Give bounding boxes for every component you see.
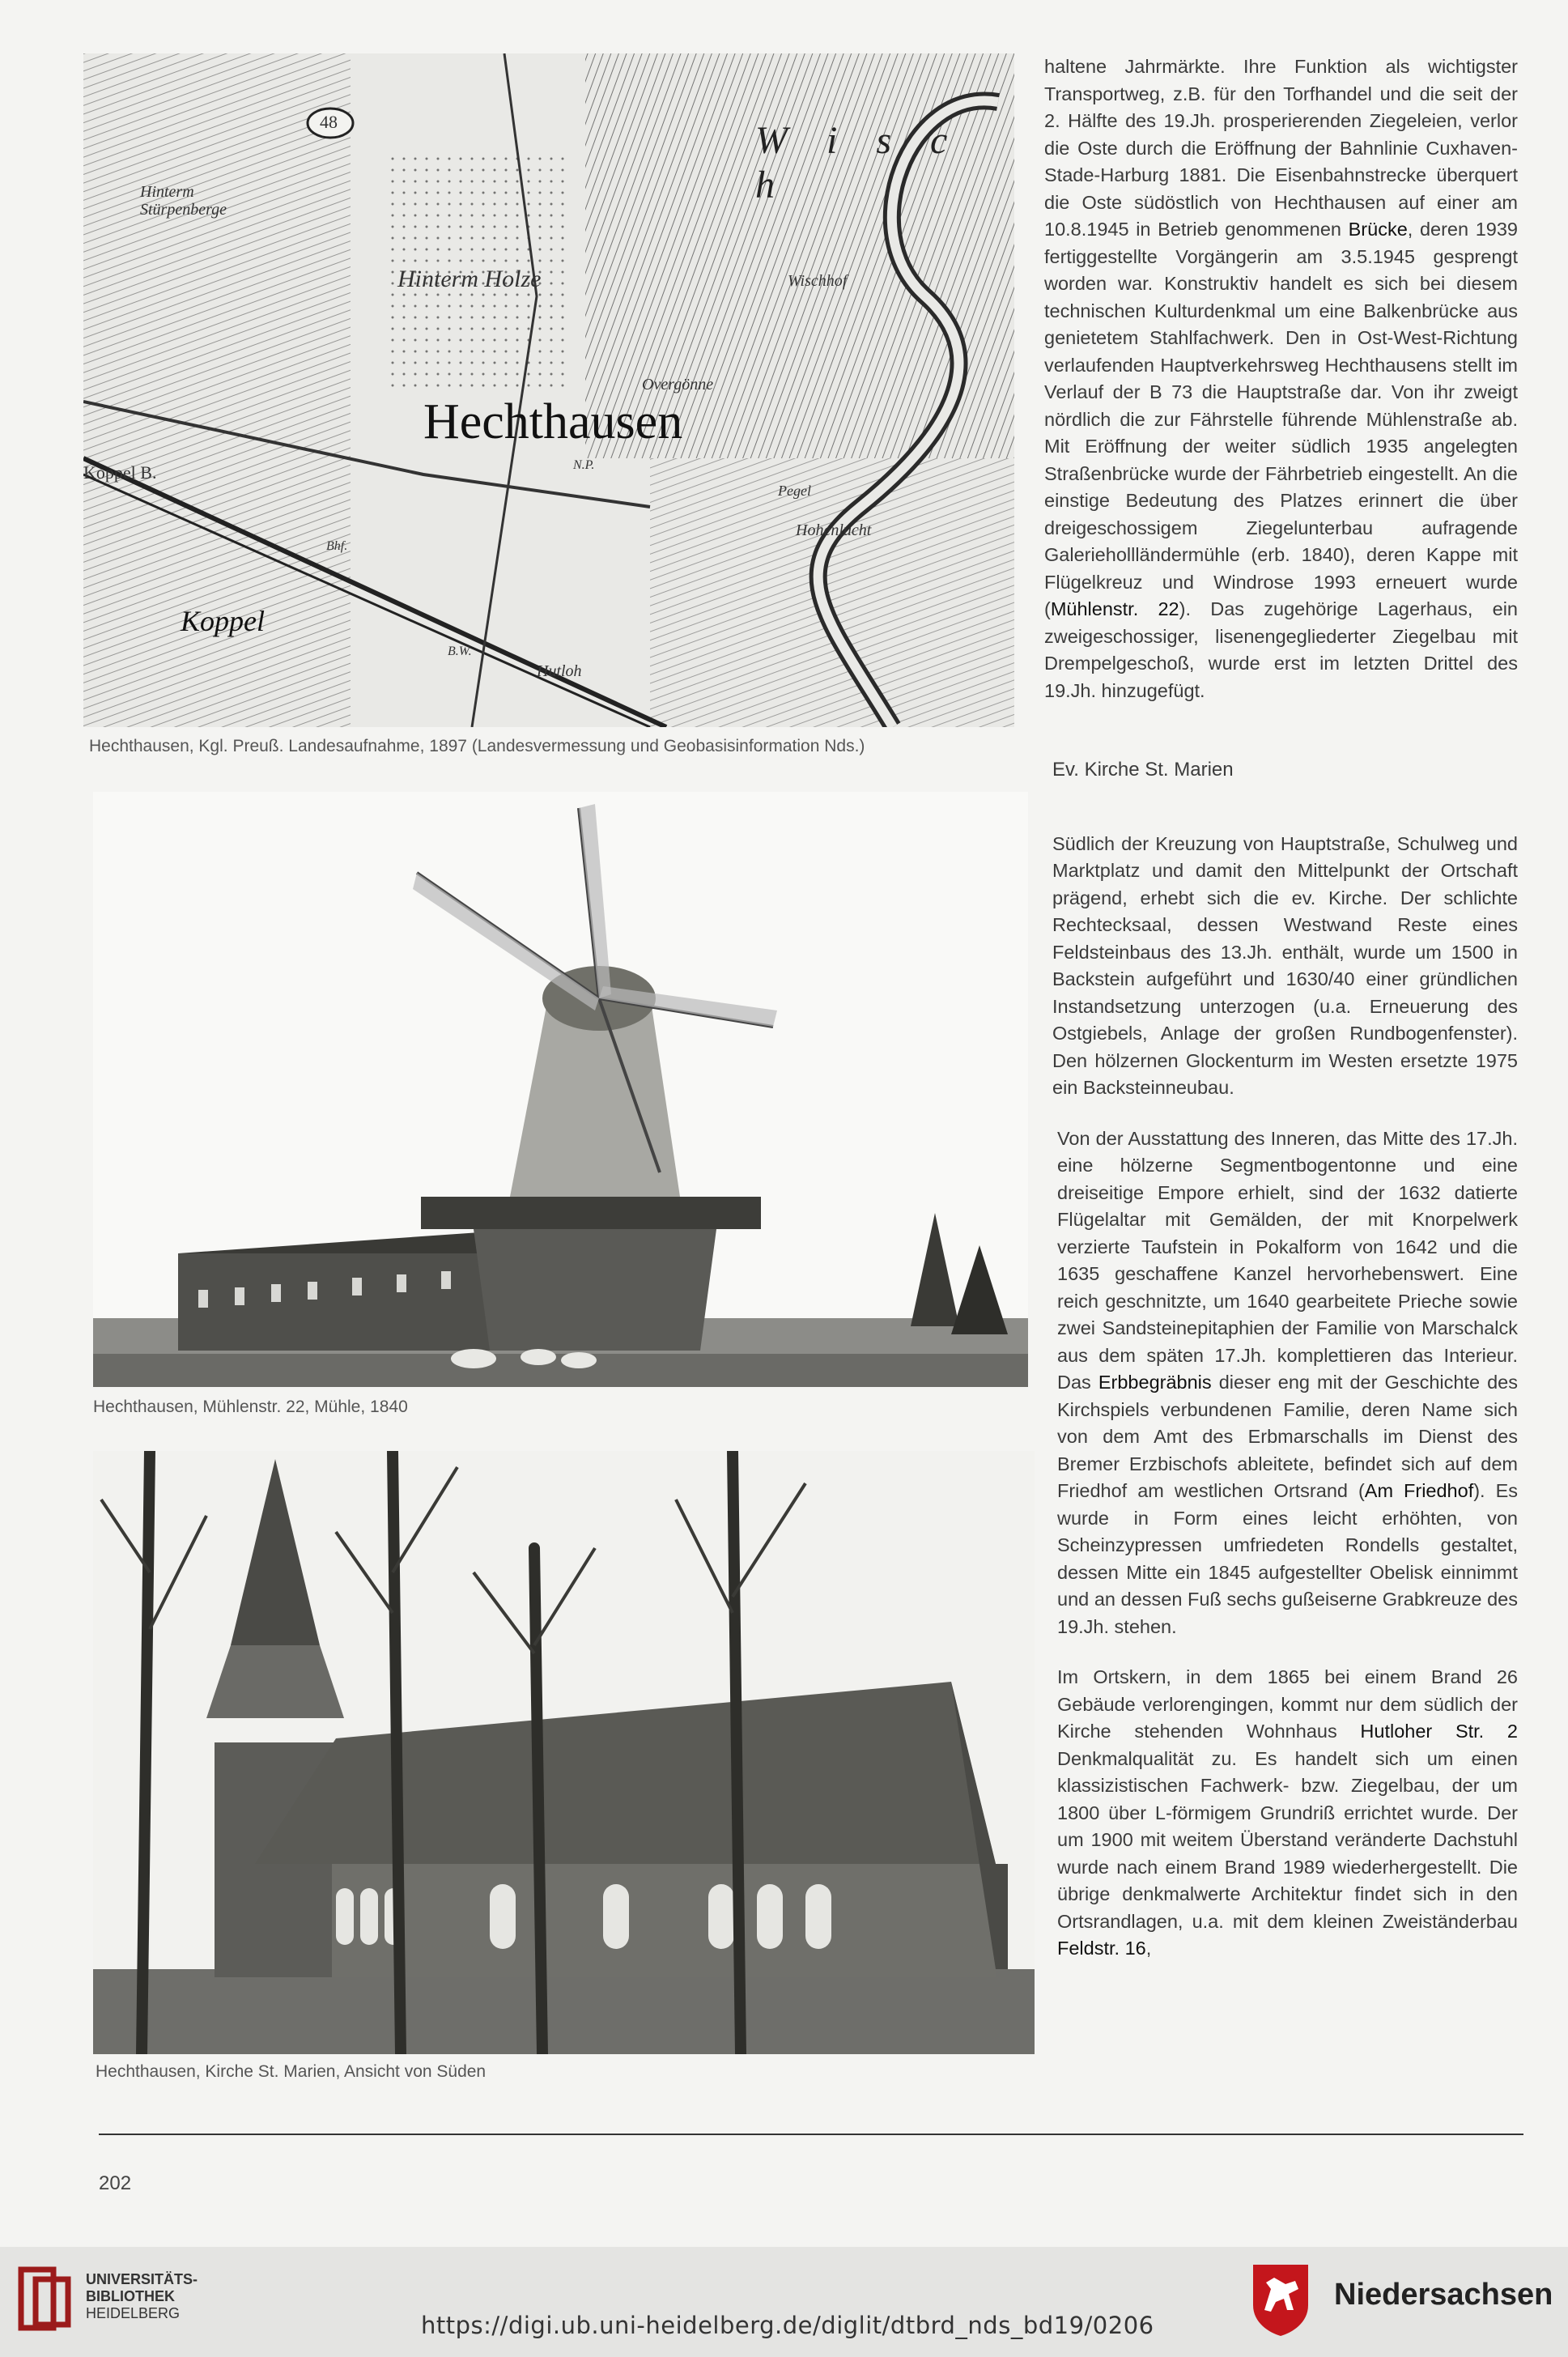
- p1-highlight-bruecke: Brücke: [1348, 219, 1408, 240]
- map-label-hechthausen: Hechthausen: [423, 394, 683, 449]
- map-label-koppel: Koppel: [181, 605, 265, 637]
- map-label-hutloh: Hutloh: [537, 662, 582, 680]
- p4-text-e: ,: [1145, 1938, 1152, 1959]
- mill-figure: [93, 792, 1028, 1387]
- paragraph-3: [1057, 1125, 1518, 1641]
- library-name: [86, 2271, 198, 2322]
- map-label-pegel: Pegel: [778, 483, 811, 499]
- map-label-bhf: Bhf.: [326, 539, 348, 553]
- map-caption: Hechthausen, Kgl. Preuß. Landesaufnahme, 1897 (Landesvermessung und Geobasisinformation Nds.): [89, 737, 865, 755]
- section-heading: Ev. Kirche St. Marien: [1052, 759, 1234, 781]
- digitization-footer: [0, 2247, 1568, 2357]
- niedersachsen-crest-icon: [1250, 2261, 1311, 2338]
- map-label-wischhof: Wischhof: [788, 272, 848, 290]
- paragraph-1: [1044, 53, 1518, 704]
- p3-text-c: dieser eng mit der Geschichte des Kirchspiels verbundenen Familie, deren Name sich von dem Amt des Erbmarschalls im Dienst des Bremer Erzbischofs ableitete, befindet sich auf dem Friedhof am westlichen Ortsrand (: [1057, 1372, 1518, 1501]
- paragraph-2: Südlich der Kreuzung von Hauptstraße, Schulweg und Marktplatz und damit den Mittelpunkt der Ortschaft prägend, erhebt sich die ev. Kirche. Der schlichte Rechtecksaal, dessen Westwand Reste eines Feldsteinbaus des 13.Jh. enthält, wurde um 1500 in Backstein aufgeführt und 1630/40 einer gründlichen Instandsetzung unterzogen (u.a. Erneuerung des Ostgiebels, Anlage der großen Rundbogenfenster). Den hölzernen Glockenturm im Westen ersetzte 1975 ein Backsteinneubau.: [1052, 832, 1518, 1098]
- map-label-koppel-b: Koppel B.: [83, 462, 157, 483]
- footer-rule: [99, 2134, 1523, 2135]
- p4-highlight-feldstr: Feldstr. 16: [1057, 1938, 1146, 1959]
- map-label-hinterm-holze: Hinterm Holze: [397, 266, 542, 292]
- church-caption: Hechthausen, Kirche St. Marien, Ansicht von Süden: [96, 2062, 487, 2081]
- p1-text-c: , deren 1939 fertiggestellte Vorgängerin am 3.5.1945 gesprengt worden war. Konstruktiv handelt es sich bei diesem technischen Kulturdenkmal um eine Balkenbrücke aus genietetem Stahlfachwerk. Den in Ost-West-Richtung verlaufenden Hauptverkehrsweg Hechthausens stellt im Verlauf der B 73 die Hauptstraße dar. Von ihr zweigt nördlich die zur Fährstelle führende Mühlenstraße ab. Mit Eröffnung der weiter südlich 1935 angelegten Straßenbrücke wurde der Fährbetrieb eingestellt. An die einstige Bedeutung des Platzes erinnert die über dreigeschossigem Ziegelunterbau aufragende Galeriehollländermühle (erb. 1840), deren Kappe mit Flügelkreuz und Windrose 1993 erneuert wurde (: [1044, 219, 1518, 619]
- p1-highlight-muehlenstr: Mühlenstr. 22: [1050, 598, 1179, 619]
- map-label-wisch: W i s c h: [755, 119, 962, 206]
- map-label-overgoenne: Overgönne: [642, 376, 714, 394]
- library-line-1: UNIVERSITÄTS-: [86, 2271, 198, 2287]
- text-column: [1044, 53, 1518, 1986]
- map-figure: [83, 53, 1014, 727]
- p1-text-e: ). Das zugehörige Lagerhaus, ein zweigeschossiger, lisenengegliederter Ziegelbau mit Drempelgeschoß, wurde erst im letzten Drittel des 19.Jh. hinzugefügt.: [1044, 598, 1518, 701]
- map-label-np: N.P.: [573, 458, 595, 472]
- p3-text-a: Von der Ausstattung des Inneren, das Mitte des 17.Jh. eine hölzerne Segmentbogentonne und eine dreiseitige Empore erhielt, sind der 1632 datierte Flügelaltar mit Gemälden, der mit Knorpelwerk verzierte Taufstein in Pokalform von 1642 und die 1635 geschaffene Kanzel hervorhebenswert. Eine reich geschnitzte, um 1640 gearbeitete Prieche sowie zwei Sandsteinepitaphien der Familie von Marschalck aus dem späten 17.Jh. komplettieren das Interieur. Das: [1057, 1127, 1518, 1393]
- library-line-2: BIBLIOTHEK: [86, 2288, 175, 2304]
- source-url-link[interactable]: https://digi.ub.uni-heidelberg.de/diglit/dtbrd_nds_bd19/0206: [421, 2312, 1154, 2339]
- mill-caption: Hechthausen, Mühlenstr. 22, Mühle, 1840: [93, 1398, 408, 1416]
- p4-highlight-hutloher: Hutloher Str. 2: [1360, 1721, 1518, 1742]
- windmill-photo: [93, 792, 1028, 1387]
- church-photo: [93, 1451, 1035, 2054]
- p4-text-c: Denkmalqualität zu. Es handelt sich um einen klassizistischen Fachwerk- bzw. Ziegelbau, der um 1800 über L-förmigem Grundriß errichtet wurde. Der um 1900 mit weitem Überstand veränderte Dachstuhl wurde nach einem Brand 1989 wiederhergestellt. Die übrige denkmalwerte Architektur findet sich in den Ortsrandlagen, u.a. mit dem kleinen Zweiständerbau: [1057, 1747, 1518, 1932]
- map-label-hohenlucht: Hohenlucht: [796, 521, 872, 539]
- page-number: 202: [99, 2172, 132, 2194]
- map-route-number: 48: [320, 112, 338, 132]
- map-label-hinterm: Hinterm: [140, 183, 194, 201]
- state-name: Niedersachsen: [1334, 2278, 1553, 2312]
- p3-highlight-erbbegraebnis: Erbbegräbnis: [1098, 1372, 1212, 1393]
- p1-text-a: haltene Jahrmärkte. Ihre Funktion als wichtigster Transportweg, z.B. für den Torfhandel und die seit der 2. Hälfte des 19.Jh. prosperierenden Ziegeleien, verlor die Oste durch die Eröffnung der Bahnlinie Cuxhaven-Stade-Harburg 1881. Die Eisenbahnstrecke überquert die Oste südöstlich von Hechthausen auf einer am 10.8.1945 in Betrieb genommenen: [1044, 56, 1518, 240]
- library-line-3: HEIDELBERG: [86, 2305, 181, 2321]
- p4-text-a: Im Ortskern, in dem 1865 bei einem Brand 26 Gebäude verlorengingen, kommt nur dem südlich der Kirche stehenden Wohnhaus: [1057, 1666, 1518, 1742]
- map-label-stuerpenberge: Stürpenberge: [140, 201, 227, 219]
- p3-highlight-am-friedhof: Am Friedhof: [1364, 1480, 1474, 1501]
- church-figure: [93, 1451, 1035, 2054]
- paragraph-4: [1057, 1664, 1518, 1963]
- heidelberg-logo-icon: [18, 2265, 74, 2333]
- p3-text-e: ). Es wurde in Form eines leicht erhöhten, von Scheinzypressen umfriedeten Rondells gestaltet, dessen Mitte ein 1845 aufgestellter Obelisk einnimmt und an dessen Fuß sechs gußeiserne Grabkreuze des 19.Jh. stehen.: [1057, 1480, 1519, 1637]
- map-label-bw: B.W.: [448, 645, 472, 658]
